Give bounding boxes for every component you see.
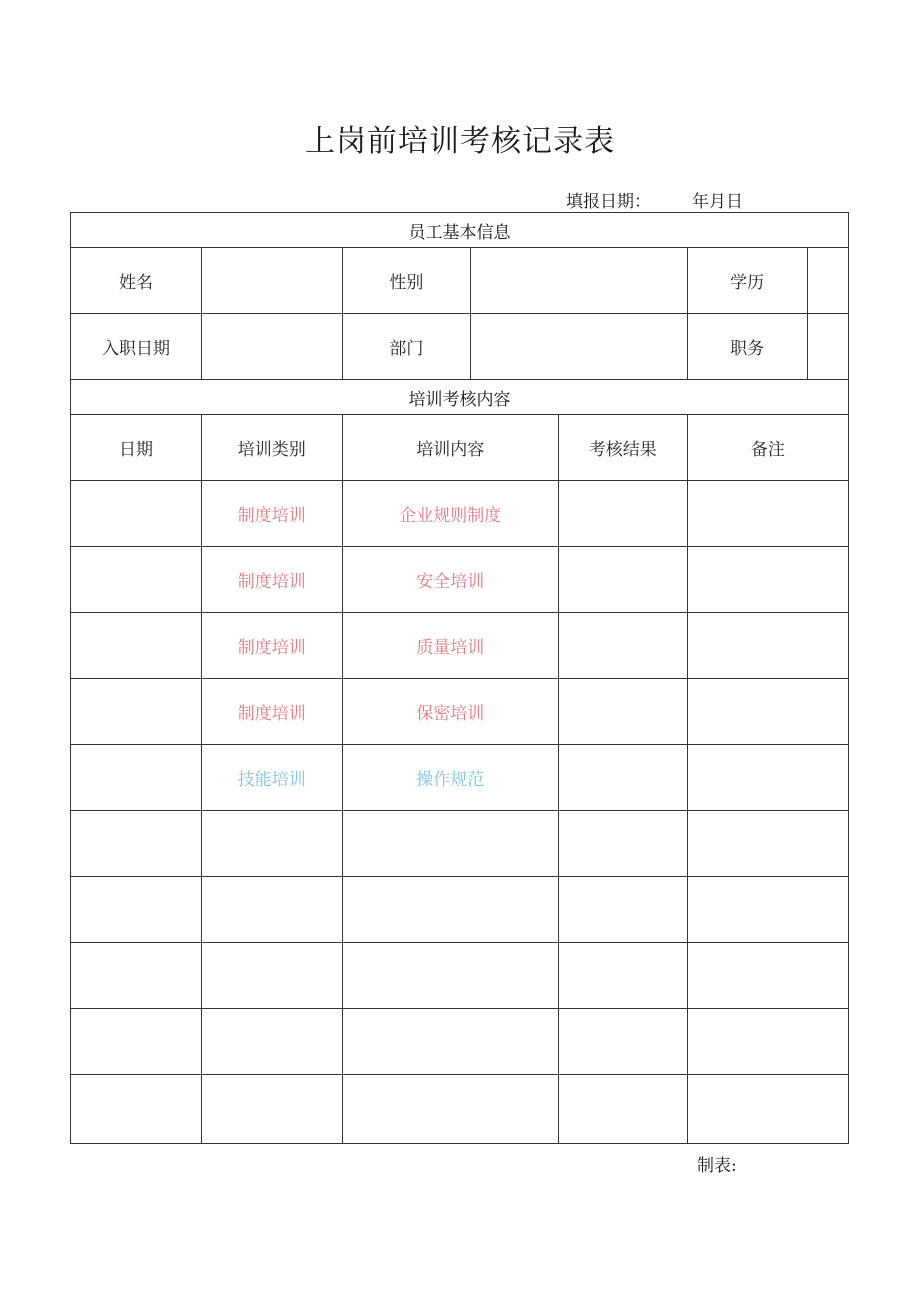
row-category-cell[interactable] — [201, 943, 342, 1009]
position-field[interactable] — [808, 314, 848, 379]
row-content-cell[interactable]: 质量培训 — [342, 613, 558, 679]
row-content-cell[interactable]: 安全培训 — [342, 547, 558, 613]
row-date-cell[interactable] — [71, 679, 202, 745]
education-label: 学历 — [688, 248, 808, 313]
row-result-cell[interactable] — [558, 943, 687, 1009]
row-note-cell[interactable] — [687, 481, 848, 547]
header-date: 日期 — [71, 415, 202, 481]
position-group — [687, 314, 848, 380]
row-date-cell[interactable] — [71, 481, 202, 547]
row-content-cell[interactable]: 保密培训 — [342, 679, 558, 745]
name-field[interactable] — [201, 248, 342, 314]
row-content-cell[interactable] — [342, 943, 558, 1009]
hire-date-label: 入职日期 — [71, 314, 202, 380]
row-result-cell[interactable] — [558, 547, 687, 613]
row-note-cell[interactable] — [687, 811, 848, 877]
row-category-cell[interactable] — [201, 877, 342, 943]
table-row — [71, 745, 849, 811]
table-row — [71, 877, 849, 943]
row-note-cell[interactable] — [687, 613, 848, 679]
row-category-cell[interactable] — [201, 1075, 342, 1144]
row-date-cell[interactable] — [71, 811, 202, 877]
position-label: 职务 — [688, 314, 808, 379]
row-category-cell[interactable]: 制度培训 — [201, 547, 342, 613]
table-row — [71, 679, 849, 745]
training-rows — [71, 481, 849, 1144]
row-category-cell[interactable]: 技能培训 — [201, 745, 342, 811]
header-category: 培训类别 — [201, 415, 342, 481]
row-result-cell[interactable] — [558, 1075, 687, 1144]
maker-label: 制表: — [697, 1156, 737, 1176]
page-title: 上岗前培训考核记录表 — [305, 124, 615, 159]
row-date-cell[interactable] — [71, 613, 202, 679]
row-content-cell[interactable]: 企业规则制度 — [342, 481, 558, 547]
header-content: 培训内容 — [342, 415, 558, 481]
training-record-table — [70, 212, 849, 1144]
row-category-cell[interactable] — [201, 811, 342, 877]
row-date-cell[interactable] — [71, 943, 202, 1009]
row-result-cell[interactable] — [558, 811, 687, 877]
row-content-cell[interactable] — [342, 1009, 558, 1075]
hire-date-field[interactable] — [201, 314, 342, 380]
section-header-training: 培训考核内容 — [71, 380, 849, 415]
table-row — [71, 1075, 849, 1144]
row-result-cell[interactable] — [558, 481, 687, 547]
department-label: 部门 — [342, 314, 471, 380]
fill-date-value[interactable]: 年月日 — [692, 192, 743, 212]
row-content-cell[interactable] — [342, 811, 558, 877]
table-row — [71, 547, 849, 613]
name-label: 姓名 — [71, 248, 202, 314]
header-result: 考核结果 — [558, 415, 687, 481]
education-field[interactable] — [808, 248, 848, 313]
row-category-cell[interactable]: 制度培训 — [201, 679, 342, 745]
table-row — [71, 613, 849, 679]
education-group — [687, 248, 848, 314]
row-note-cell[interactable] — [687, 679, 848, 745]
row-result-cell[interactable] — [558, 613, 687, 679]
gender-field[interactable] — [471, 248, 687, 314]
row-note-cell[interactable] — [687, 1009, 848, 1075]
row-note-cell[interactable] — [687, 1075, 848, 1144]
table-row — [71, 811, 849, 877]
gender-label: 性别 — [342, 248, 471, 314]
row-date-cell[interactable] — [71, 1009, 202, 1075]
row-note-cell[interactable] — [687, 547, 848, 613]
row-result-cell[interactable] — [558, 745, 687, 811]
row-content-cell[interactable]: 操作规范 — [342, 745, 558, 811]
row-content-cell[interactable] — [342, 877, 558, 943]
row-category-cell[interactable]: 制度培训 — [201, 481, 342, 547]
row-category-cell[interactable] — [201, 1009, 342, 1075]
section-header-basic-info: 员工基本信息 — [71, 213, 849, 248]
row-date-cell[interactable] — [71, 1075, 202, 1144]
fill-date-label: 填报日期： — [566, 192, 651, 212]
row-category-cell[interactable]: 制度培训 — [201, 613, 342, 679]
row-date-cell[interactable] — [71, 547, 202, 613]
row-note-cell[interactable] — [687, 877, 848, 943]
table-row — [71, 1009, 849, 1075]
table-row — [71, 943, 849, 1009]
table-row — [71, 481, 849, 547]
row-note-cell[interactable] — [687, 745, 848, 811]
header-note: 备注 — [687, 415, 848, 481]
row-result-cell[interactable] — [558, 877, 687, 943]
row-result-cell[interactable] — [558, 679, 687, 745]
department-field[interactable] — [471, 314, 687, 380]
row-date-cell[interactable] — [71, 745, 202, 811]
row-content-cell[interactable] — [342, 1075, 558, 1144]
row-note-cell[interactable] — [687, 943, 848, 1009]
row-date-cell[interactable] — [71, 877, 202, 943]
row-result-cell[interactable] — [558, 1009, 687, 1075]
